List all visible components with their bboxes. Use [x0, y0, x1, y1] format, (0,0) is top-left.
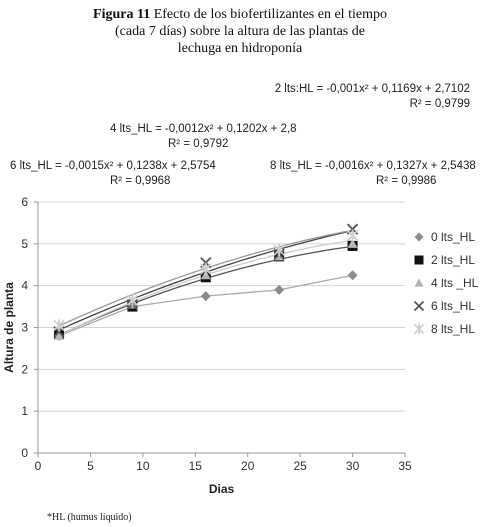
x-tick-label: 25 [293, 459, 307, 473]
figure-title-line2: (cada 7 días) sobre la altura de las plantas de [115, 24, 365, 39]
equation-4lts-r2: R² = 0,9792 [168, 138, 229, 150]
data-point-diamond [201, 291, 211, 301]
legend-marker-diamond [415, 233, 424, 242]
legend-label: 4 lts _HL [431, 276, 479, 290]
legend-label: 0 lts_HL [431, 230, 476, 244]
y-tick-label: 3 [21, 320, 28, 335]
equation-2lts-text: 2 lts:HL = -0,001x² + 0,1169x + 2,7102 [274, 83, 470, 95]
equation-8lts-r2: R² = 0,9986 [376, 175, 437, 187]
legend-marker-x [415, 302, 424, 311]
y-axis-title: Altura de planta [2, 282, 16, 373]
data-point-star [348, 229, 358, 241]
equation-8lts-text: 8 lts_HL = -0,0016x² + 0,1327x + 2,5438 [270, 160, 476, 172]
y-tick-label: 6 [21, 195, 28, 209]
x-axis-title: Dias [208, 482, 235, 496]
equation-6lts-r2: R² = 0,9968 [110, 175, 171, 187]
legend-label: 8 lts_HL [431, 322, 476, 336]
series-line [59, 246, 353, 335]
x-tick-label: 15 [188, 459, 202, 473]
figure-label: Figura 11 [93, 7, 151, 22]
y-tick-label: 0 [21, 446, 28, 460]
legend-marker-star [415, 324, 424, 335]
y-tick-label: 1 [21, 404, 28, 419]
figure-title-line3: lechuga en hidroponía [177, 41, 303, 56]
x-tick-label: 20 [241, 459, 255, 473]
equation-4lts-text: 4 lts_HL = -0,0012x² + 0,1202x + 2,8 [110, 123, 297, 135]
series-line [59, 240, 353, 335]
y-tick-label: 5 [21, 236, 28, 251]
y-tick-label: 4 [21, 278, 28, 293]
x-tick-label: 35 [398, 459, 412, 473]
legend-label: 2 lts_HL [431, 253, 476, 267]
data-point-diamond [348, 270, 358, 280]
footnote: *HL (humus líquido) [47, 512, 132, 523]
legend-label: 6 lts_HL [431, 299, 476, 313]
x-tick-label: 5 [87, 459, 94, 473]
figure-title-text: Efecto de los biofertilizantes en el tiempo [150, 7, 387, 22]
legend-marker-square [415, 256, 424, 265]
x-tick-label: 30 [345, 459, 360, 473]
y-tick-label: 2 [21, 362, 28, 377]
x-tick-label: 10 [136, 459, 150, 473]
legend-marker-triangle [415, 279, 424, 287]
equation-6lts-text: 6 lts_HL = -0,0015x² + 0,1238x + 2,5754 [10, 160, 216, 172]
data-point-diamond [274, 285, 284, 295]
data-point-star [54, 319, 64, 331]
x-tick-label: 0 [34, 459, 42, 473]
equation-2lts-r2: R² = 0,9799 [409, 98, 470, 110]
series-line [59, 275, 353, 336]
